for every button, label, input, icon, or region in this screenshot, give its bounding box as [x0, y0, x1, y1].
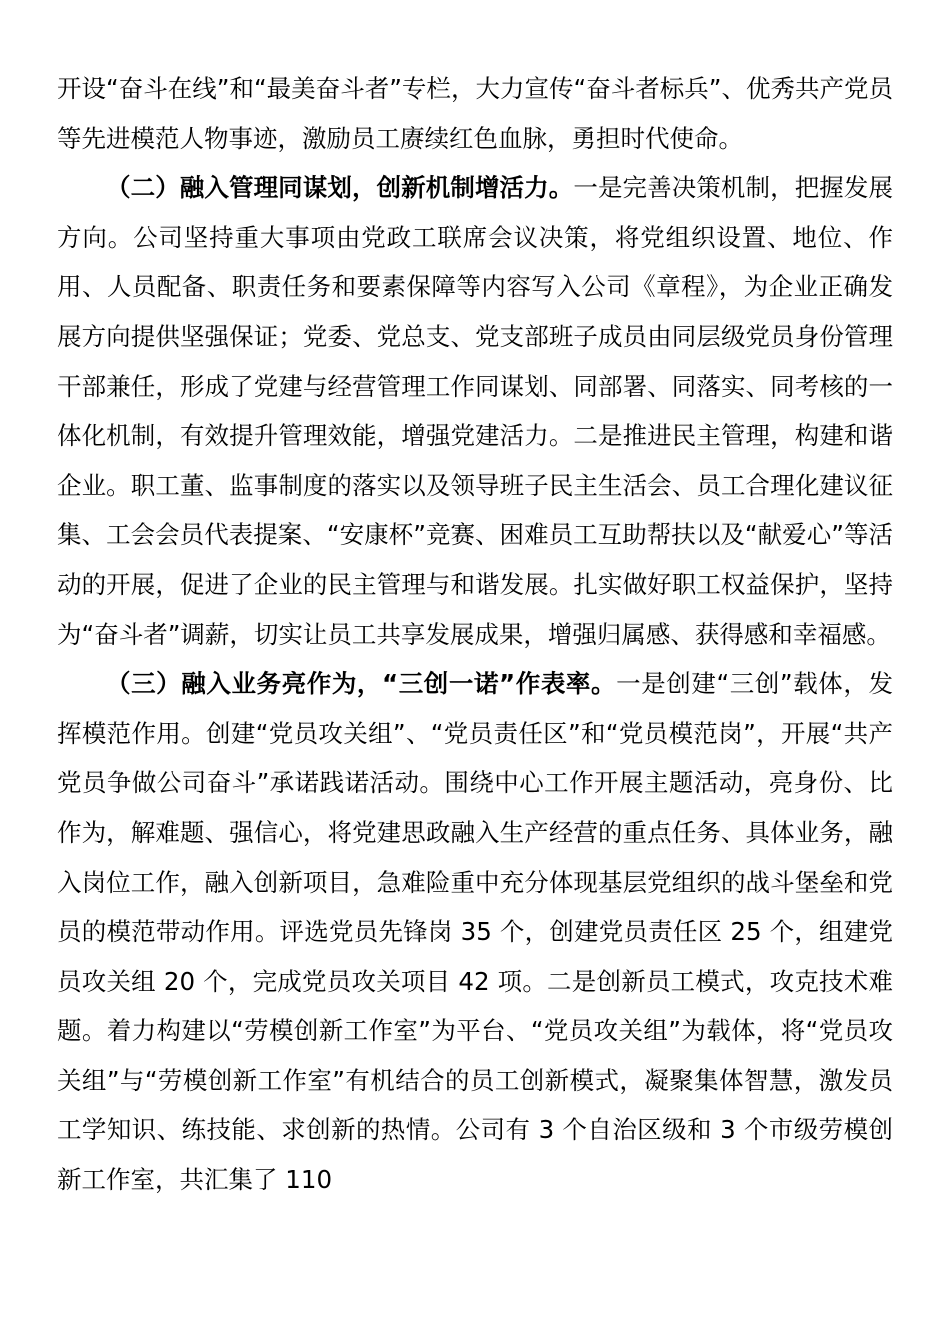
paragraph-text: 开设“奋斗在线”和“最美奋斗者”专栏，大力宣传“奋斗者标兵”、优秀共产党员等先进模范人物事迹，激励员工赓续红色血脉，勇担时代使命。	[57, 74, 893, 153]
paragraph-section-three	[57, 659, 893, 1205]
document-page	[57, 64, 893, 1205]
paragraph-continued	[57, 64, 893, 163]
section-heading: （二）融入管理同谋划，创新机制增活力。	[106, 173, 574, 203]
section-heading: （三）融入业务亮作为，“三创一诺”作表率。	[106, 669, 617, 699]
paragraph-text: 一是完善决策机制，把握发展方向。公司坚持重大事项由党政工联席会议决策，将党组织设置、地位、作用、人员配备、职责任务和要素保障等内容写入公司《章程》，为企业正确发展方向提供坚强保证；党委、党总支、党支部班子成员由同层级党员身份管理干部兼任，形成了党建与经营管理工作同谋划、同部署、同落实、同考核的一体化机制，有效提升管理效能，增强党建活力。二是推进民主管理，构建和谐企业。职工董、监事制度的落实以及领导班子民主生活会、员工合理化建议征集、工会会员代表提案、“安康杯”竞赛、困难员工互助帮扶以及“献爱心”等活动的开展，促进了企业的民主管理与和谐发展。扎实做好职工权益保护，坚持为“奋斗者”调薪，切实让员工共享发展成果，增强归属感、获得感和幸福感。	[57, 173, 894, 649]
paragraph-section-two	[57, 163, 893, 659]
paragraph-text: 一是创建“三创”载体，发挥模范作用。创建“党员攻关组”、“党员责任区”和“党员模范岗”，开展“共产党员争做公司奋斗”承诺践诺活动。围绕中心工作开展主题活动，亮身份、比作为，解难题、强信心，将党建思政融入生产经营的重点任务、具体业务，融入岗位工作，融入创新项目，急难险重中充分体现基层党组织的战斗堡垒和党员的模范带动作用。评选党员先锋岗 35 个，创建党员责任区 25 个，组建党员攻关组 20 个，完成党员攻关项目 42 项。二是创新员工模式，攻克技术难题。着力构建以“劳模创新工作室”为平台、“党员攻关组”为载体，将“党员攻关组”与“劳模创新工作室”有机结合的员工创新模式，凝聚集体智慧，激发员工学知识、练技能、求创新的热情。公司有 3 个自治区级和 3 个市级劳模创新工作室，共汇集了 110	[57, 669, 893, 1195]
